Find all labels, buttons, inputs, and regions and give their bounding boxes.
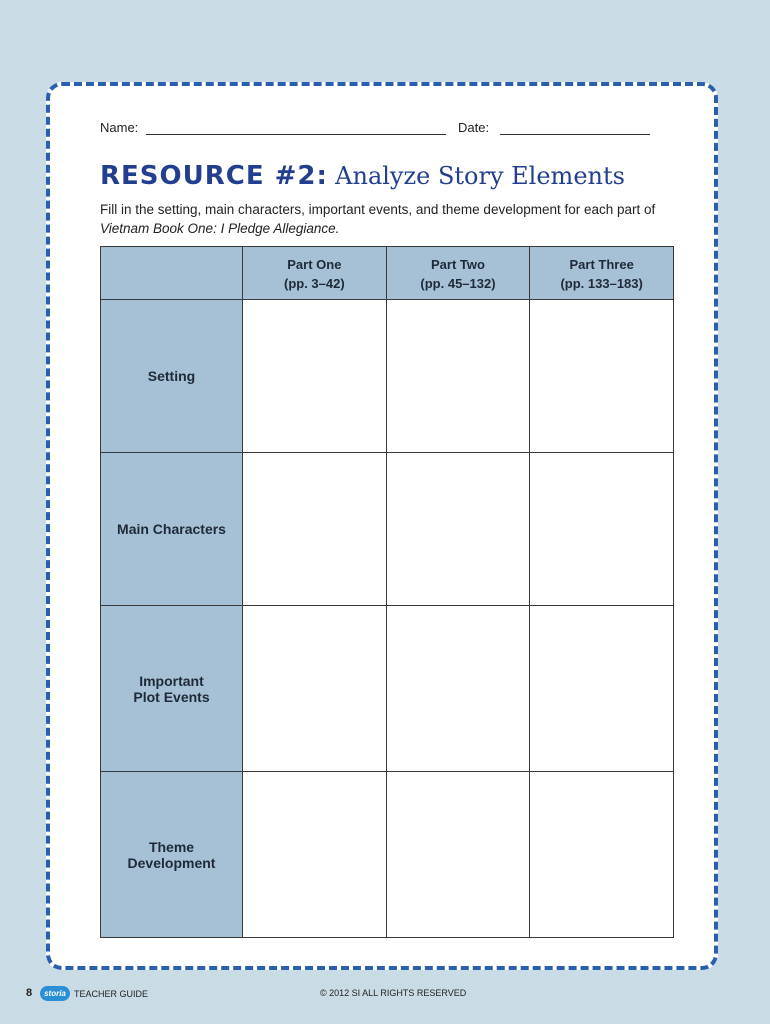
name-label: Name: <box>100 120 139 135</box>
instructions <box>100 200 690 238</box>
teacher-guide-label: TEACHER GUIDE <box>74 989 149 999</box>
date-field[interactable] <box>500 134 650 135</box>
title-main: Analyze Story Elements <box>335 162 625 190</box>
storia-logo-icon: storia <box>40 986 70 1001</box>
column-title: Part Three <box>569 257 634 272</box>
answer-cell[interactable] <box>243 300 387 453</box>
column-title: Part Two <box>431 257 485 272</box>
title-prefix: RESOURCE #2: <box>100 161 328 191</box>
table-header-row <box>101 247 674 300</box>
answer-cell[interactable] <box>243 453 387 606</box>
date-label: Date: <box>458 120 490 135</box>
table-row-main-characters <box>101 453 674 606</box>
table-row-theme-development <box>101 772 674 938</box>
answer-cell[interactable] <box>530 300 674 453</box>
corner-cell <box>101 247 243 300</box>
book-title: Vietnam Book One: I Pledge Allegiance. <box>100 221 340 236</box>
table-row-plot-events <box>101 606 674 772</box>
answer-cell[interactable] <box>243 772 387 938</box>
answer-cell[interactable] <box>386 453 530 606</box>
story-elements-table <box>100 246 674 938</box>
instructions-text: Fill in the setting, main characters, important events, and theme development for each part of <box>100 202 656 217</box>
column-pages: (pp. 45–132) <box>420 276 496 291</box>
column-header-part-three <box>530 247 674 300</box>
row-header-setting: Setting <box>101 300 243 453</box>
column-header-part-one <box>243 247 387 300</box>
answer-cell[interactable] <box>243 606 387 772</box>
answer-cell[interactable] <box>530 453 674 606</box>
column-title: Part One <box>287 257 342 272</box>
answer-cell[interactable] <box>530 772 674 938</box>
page-footer <box>0 986 770 1006</box>
name-date-row <box>100 120 660 140</box>
page-title <box>100 160 625 191</box>
row-header-main-characters: Main Characters <box>101 453 243 606</box>
column-header-part-two <box>386 247 530 300</box>
row-header-theme-development: Theme Development <box>101 772 243 938</box>
name-field[interactable] <box>146 134 446 135</box>
answer-cell[interactable] <box>386 772 530 938</box>
answer-cell[interactable] <box>386 300 530 453</box>
column-pages: (pp. 133–183) <box>560 276 643 291</box>
answer-cell[interactable] <box>386 606 530 772</box>
row-header-plot-events: Important Plot Events <box>101 606 243 772</box>
page-number: 8 <box>26 987 33 999</box>
copyright: © 2012 SI ALL RIGHTS RESERVED <box>320 988 467 998</box>
column-pages: (pp. 3–42) <box>283 276 345 291</box>
answer-cell[interactable] <box>530 606 674 772</box>
table-row-setting <box>101 300 674 453</box>
